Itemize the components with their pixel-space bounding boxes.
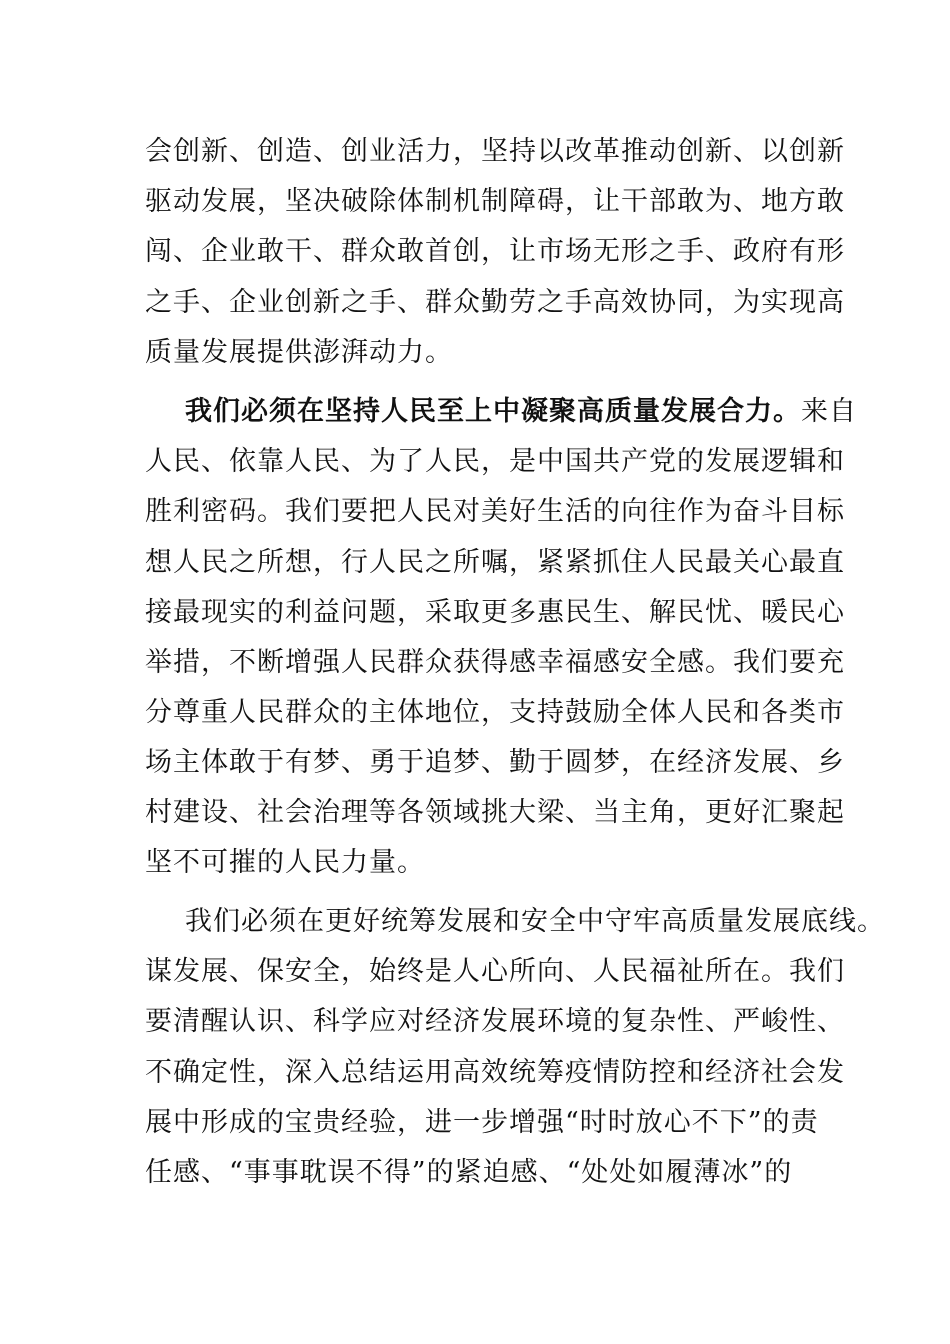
paragraph-1-line: 闯、企业敢干、群众敢首创，让市场无形之手、政府有形 — [145, 236, 845, 267]
paragraph-2-line: 村建设、社会治理等各领域挑大梁、当主角，更好汇聚起 — [145, 797, 845, 828]
paragraph-2-line: 场主体敢于有梦、勇于追梦、勤于圆梦，在经济发展、乡 — [145, 747, 845, 778]
paragraph-1-line: 驱动发展，坚决破除体制机制障碍，让干部敢为、地方敢 — [145, 186, 845, 217]
paragraph-2-first-line — [185, 392, 865, 432]
paragraph-2-line: 接最现实的利益问题，采取更多惠民生、解民忧、暖民心 — [145, 597, 845, 628]
paragraph-3-line: 任感、“事事耽误不得”的紧迫感、“处处如履薄冰”的 — [145, 1157, 793, 1188]
paragraph-3-line: 不确定性，深入总结运用高效统筹疫情防控和经济社会发 — [145, 1057, 845, 1088]
paragraph-3-line: 展中形成的宝贵经验，进一步增强“时时放心不下”的责 — [145, 1107, 819, 1138]
paragraph-2-line: 分尊重人民群众的主体地位，支持鼓励全体人民和各类市 — [145, 697, 845, 728]
paragraph-2-line: 想人民之所想，行人民之所嘱，紧紧抓住人民最关心最直 — [145, 547, 845, 578]
paragraph-3-line: 谋发展、保安全，始终是人心所向、人民福祉所在。我们 — [145, 956, 845, 987]
paragraph-1-line: 质量发展提供澎湃动力。 — [145, 337, 453, 368]
paragraph-2-line: 坚不可摧的人民力量。 — [145, 847, 425, 878]
paragraph-3-line: 要清醒认识、科学应对经济发展环境的复杂性、严峻性、 — [145, 1006, 845, 1037]
paragraph-2-first-line-rest: 来自 — [801, 396, 857, 427]
paragraph-3-first-line: 我们必须在更好统筹发展和安全中守牢高质量发展底线。 — [185, 906, 885, 937]
paragraph-2-line: 举措，不断增强人民群众获得感幸福感安全感。我们要充 — [145, 647, 845, 678]
paragraph-2-line: 胜利密码。我们要把人民对美好生活的向往作为奋斗目标 — [145, 496, 845, 527]
paragraph-1-line: 之手、企业创新之手、群众勤劳之手高效协同，为实现高 — [145, 287, 845, 318]
paragraph-1-line: 会创新、创造、创业活力，坚持以改革推动创新、以创新 — [145, 136, 845, 167]
paragraph-2-line: 人民、依靠人民、为了人民，是中国共产党的发展逻辑和 — [145, 446, 845, 477]
paragraph-2-heading: 我们必须在坚持人民至上中凝聚高质量发展合力。 — [185, 396, 801, 427]
